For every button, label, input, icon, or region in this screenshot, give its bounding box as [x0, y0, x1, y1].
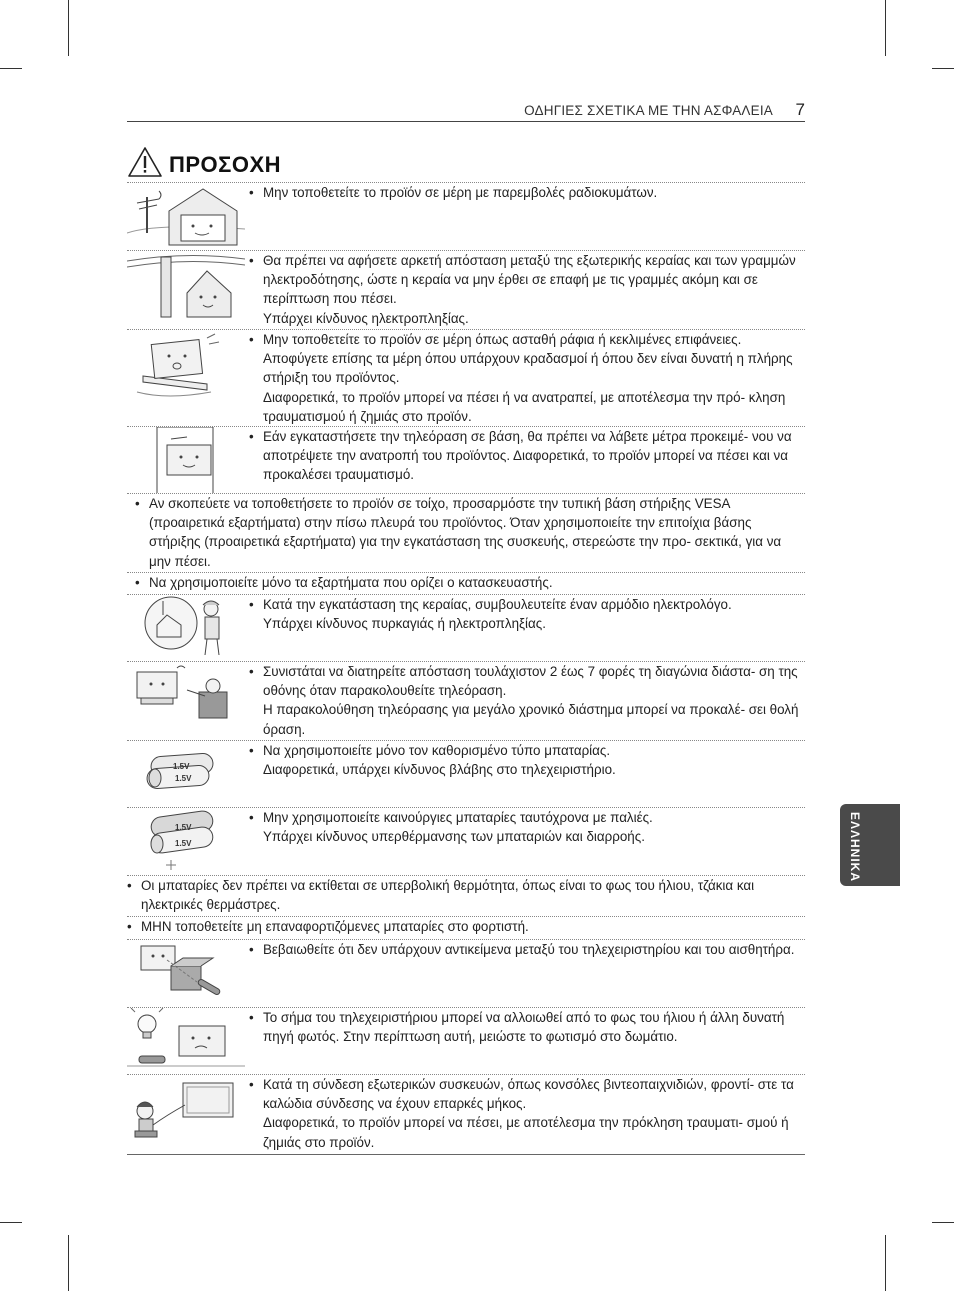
bullet-icon: • [249, 743, 254, 758]
page-header [127, 100, 805, 122]
bullet-icon: • [249, 253, 254, 268]
crop-mark [885, 1235, 886, 1291]
bullet-icon: • [249, 942, 254, 957]
battery-label: 1.5V [175, 839, 192, 848]
page-number: 7 [795, 100, 805, 119]
caution-text: • Αν σκοπεύετε να τοποθετήσετε το προϊόν σε τοίχο, προσαρμόστε την τυπική βάση στήριξης VESA (προαιρετικά εξαρτήματα) στην πίσω πλευρά του προϊόντος. Όταν χρησιμοποιείτε την επιτοίχια βάσης στήριξης (προαιρετικά εξαρτήματα) για την εγκατάσταση της συσκευής, στερεώστε την προ- σεκτικά, για να μην πέσει. [135, 496, 782, 569]
list-item [127, 1008, 805, 1074]
bullet-icon: • [135, 575, 140, 590]
viewing-distance-illustration [127, 662, 245, 728]
caution-text: • Οι μπαταρίες δεν πρέπει να εκτίθεται σε υπερβολική θερμότητα, όπως είναι το φως του ήλιου, τζάκια και ηλεκτρικές θερμάστρες. [127, 878, 755, 913]
row-divider [127, 1154, 805, 1155]
bullet-icon: • [249, 1010, 254, 1025]
header-title: ΟΔΗΓΙΕΣ ΣΧΕΤΙΚΑ ΜΕ ΤΗΝ ΑΣΦΑΛΕΙΑ [524, 103, 773, 118]
list-item [127, 876, 805, 916]
crop-mark [68, 0, 69, 56]
crop-mark [932, 1222, 954, 1223]
radio-interference-illustration [127, 183, 245, 249]
antenna-power-line-illustration [127, 251, 245, 323]
language-tab[interactable] [840, 804, 900, 886]
caution-text: • Το σήμα του τηλεχειριστήριου μπορεί να αλλοιωθεί από το φως του ήλιου ή άλλη δυνατή πηγή φωτός. Στην περίπτωση αυτή, μειώστε το φωτισμό στο δωμάτιο. [249, 1010, 785, 1045]
list-item [127, 940, 805, 1007]
list-item [127, 427, 805, 493]
tv-stand-illustration [127, 427, 245, 493]
list-item [127, 741, 805, 807]
caution-text: • Μην τοποθετείτε το προϊόν σε μέρη με παρεμβολές ραδιοκυμάτων. [249, 183, 805, 202]
list-item [127, 183, 805, 250]
caution-text: • Εάν εγκαταστήσετε την τηλεόραση σε βάση, θα πρέπει να λάβετε μέτρα προκειμέ- νου να αποτρέψετε την ανατροπή του προϊόντος. Διαφορετικά, το προϊόν μπορεί να πέσει και να προκαλέσει τραυματισμό. [249, 429, 792, 483]
list-item [127, 494, 805, 572]
caution-text: • Κατά τη σύνδεση εξωτερικών συσκευών, όπως κονσόλες βιντεοπαιχνιδιών, φροντί- στε τα καλώδια σύνδεσης να έχουν επαρκές μήκος. Διαφορετικά, το προϊόν μπορεί να πέσει, με αποτέλεσμα την πρόκληση τραυματι- σμού ή ζημιάς στο προϊόν. [249, 1077, 794, 1150]
caution-text: • Κατά την εγκατάσταση της κεραίας, συμβουλευτείτε έναν αρμόδιο ηλεκτρολόγο. Υπάρχει κίνδυνος πυρκαγιάς ή ηλεκτροπληξίας. [249, 597, 732, 632]
battery-label: 1.5V [175, 823, 192, 832]
caution-heading [127, 142, 281, 182]
caution-text: • Να χρησιμοποιείτε μόνο τα εξαρτήματα που ορίζει ο κατασκευαστής. [135, 573, 805, 592]
caution-text: • Μην χρησιμοποιείτε καινούργιες μπαταρίες ταυτόχρονα με παλιές. Υπάρχει κίνδυνος υπερθέρμανσης των μπαταριών και διαρροής. [249, 810, 653, 845]
crop-mark [932, 68, 954, 69]
battery-label: 1.5V [173, 762, 190, 771]
bullet-icon: • [249, 597, 254, 612]
language-tab-label: ΕΛΛΗΝΙΚΑ [848, 812, 862, 883]
bullet-icon: • [127, 919, 132, 934]
list-item [127, 595, 805, 661]
remote-obstruction-illustration [127, 940, 245, 1006]
battery-illustration [127, 741, 245, 807]
list-item [127, 662, 805, 740]
crop-mark [885, 0, 886, 56]
crop-mark [0, 1222, 22, 1223]
caution-text: • Θα πρέπει να αφήσετε αρκετή απόσταση μεταξύ της εξωτερικής κεραίας και των γραμμών ηλεκτροδότησης, ώστε η κεραία να μην έρθει σε επαφή με τις γραμμές ακόμη και σε περίπτωση που πέσει. Υπάρχει κίνδυνος ηλεκτροπληξίας. [249, 253, 796, 326]
list-item [127, 1075, 805, 1154]
battery-label: 1.5V [175, 774, 192, 783]
caution-text: • Βεβαιωθείτε ότι δεν υπάρχουν αντικείμενα μεταξύ του τηλεχειριστηρίου και του αισθητήρα. [249, 940, 805, 959]
list-item [127, 251, 805, 329]
list-item [127, 573, 805, 594]
bullet-icon: • [135, 496, 140, 511]
light-interference-illustration [127, 1008, 245, 1074]
crop-mark [0, 68, 22, 69]
caution-text: • ΜΗΝ τοποθετείτε μη επαναφορτιζόμενες μπαταρίες στο φορτιστή. [127, 917, 805, 936]
heading-text: ΠΡΟΣΟΧΗ [169, 152, 282, 177]
list-item [127, 808, 805, 875]
electrician-illustration [127, 595, 245, 661]
bullet-icon: • [249, 810, 254, 825]
caution-text: • Να χρησιμοποιείτε μόνο τον καθορισμένο τύπο μπαταρίας. Διαφορετικά, υπάρχει κίνδυνος βλάβης στο τηλεχειριστήριο. [249, 743, 616, 778]
bullet-icon: • [249, 332, 254, 347]
bullet-icon: • [249, 1077, 254, 1092]
bullet-icon: • [249, 664, 254, 679]
warning-triangle-icon [127, 146, 163, 178]
bullet-icon: • [127, 878, 132, 893]
mixed-battery-illustration [127, 808, 245, 874]
list-item [127, 330, 805, 426]
bullet-icon: • [249, 429, 254, 444]
caution-text: • Συνιστάται να διατηρείτε απόσταση τουλάχιστον 2 έως 7 φορές τη διαγώνια διάστα- ση της οθόνης όταν παρακολουθείτε τηλεόραση. Η παρακολούθηση τηλεόρασης για μεγάλο χρονικό διάστημα μπορεί να προκαλέ- σει θολή όραση. [249, 664, 799, 737]
bullet-icon: • [249, 185, 254, 200]
list-item [127, 917, 805, 939]
caution-text: • Μην τοποθετείτε το προϊόν σε μέρη όπως ασταθή ράφια ή κεκλιμένες επιφάνειες. Αποφύγετε επίσης τα μέρη όπου υπάρχουν κραδασμοί ή όπου δεν είναι δυνατή η πλήρης στήριξη του προϊόντος. Διαφορετικά, το προϊόν μπορεί να πέσει ή να ανατραπεί, με αποτέλεσμα την πρό- κληση τραυματισμού ή ζημιάς στο προϊόν. [249, 332, 793, 424]
cable-length-illustration [127, 1075, 245, 1145]
crop-mark [68, 1235, 69, 1291]
unstable-surface-illustration [127, 330, 245, 400]
